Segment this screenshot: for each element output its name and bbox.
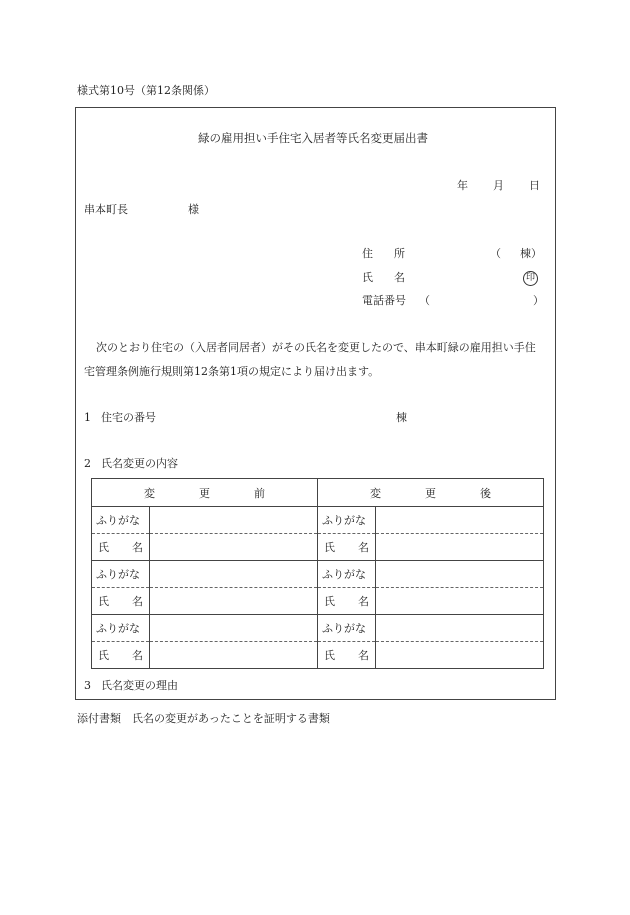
- table-row: [92, 507, 544, 534]
- furigana-label-after: ふりがな: [318, 561, 376, 588]
- name-label-char: 氏: [324, 541, 335, 554]
- furigana-label-after: ふりがな: [318, 615, 376, 642]
- section-1-number: 1: [84, 411, 91, 424]
- name-label-before: [92, 588, 150, 615]
- address-paren-open: （: [490, 247, 501, 260]
- seal-mark: [523, 271, 538, 286]
- name-label-before: [92, 534, 150, 561]
- attachment-note: 添付書類 氏名の変更があったことを証明する書類: [77, 712, 330, 725]
- address-label: 住 所: [362, 247, 410, 260]
- name-before-field[interactable]: [150, 642, 318, 669]
- header-after: [318, 479, 544, 507]
- table-row: [92, 561, 544, 588]
- name-label-after: [318, 534, 376, 561]
- furigana-after-field[interactable]: [376, 615, 544, 642]
- section-3-number: 3: [84, 679, 91, 692]
- body-text-line-2: 宅管理条例施行規則第12条第1項の規定により届け出ます。: [84, 365, 380, 378]
- body-text-line-1: 次のとおり住宅の（入居者同居者）がその氏名を変更したので、串本町緑の雇用担い手住: [96, 341, 536, 354]
- section-2-label: 氏名変更の内容: [101, 457, 178, 470]
- furigana-before-field[interactable]: [150, 615, 318, 642]
- furigana-before-field[interactable]: [150, 561, 318, 588]
- section-3-label: 氏名変更の理由: [101, 679, 178, 692]
- furigana-label-before: ふりがな: [92, 507, 150, 534]
- section-1-unit: 棟: [396, 411, 407, 424]
- addressee-honorific: 様: [188, 203, 199, 216]
- phone-label: 電話番号: [362, 294, 406, 307]
- table-row: [92, 588, 544, 615]
- name-after-field[interactable]: [376, 534, 544, 561]
- name-label-char: 名: [132, 541, 143, 554]
- name-label-char: 氏: [324, 649, 335, 662]
- name-label-char: 氏: [324, 595, 335, 608]
- section-2-number: 2: [84, 457, 91, 470]
- name-label-char: 氏: [98, 541, 109, 554]
- name-label-char: 氏: [98, 595, 109, 608]
- name-label-char: 氏: [98, 649, 109, 662]
- name-label: 氏 名: [362, 271, 410, 284]
- form-number: 様式第10号（第12条関係）: [77, 84, 215, 97]
- name-label-after: [318, 642, 376, 669]
- header-before-char: 前: [254, 486, 265, 500]
- date-month: 月: [493, 179, 504, 192]
- furigana-after-field[interactable]: [376, 561, 544, 588]
- section-1-label: 住宅の番号: [101, 411, 156, 424]
- address-building-suffix: 棟）: [520, 247, 542, 260]
- addressee-name: 串本町長: [84, 203, 128, 216]
- form-title: 緑の雇用担い手住宅入居者等氏名変更届出書: [198, 131, 428, 145]
- name-label-char: 名: [358, 595, 369, 608]
- date-year: 年: [457, 179, 468, 192]
- header-before-char: 変: [144, 486, 155, 500]
- table-row: [92, 642, 544, 669]
- name-label-char: 名: [358, 541, 369, 554]
- seal-char: 印: [525, 273, 535, 283]
- furigana-label-before: ふりがな: [92, 561, 150, 588]
- phone-paren-close: ）: [533, 294, 544, 307]
- header-before-char: 更: [199, 486, 210, 500]
- furigana-label-before: ふりがな: [92, 615, 150, 642]
- furigana-after-field[interactable]: [376, 507, 544, 534]
- name-label-char: 名: [358, 649, 369, 662]
- name-change-table: [91, 478, 544, 669]
- phone-paren-open: （: [419, 294, 430, 307]
- header-after-char: 変: [370, 486, 381, 500]
- name-before-field[interactable]: [150, 588, 318, 615]
- name-after-field[interactable]: [376, 588, 544, 615]
- table-row: [92, 615, 544, 642]
- name-label-char: 名: [132, 595, 143, 608]
- name-label-char: 名: [132, 649, 143, 662]
- table-row: [92, 534, 544, 561]
- header-before: [92, 479, 318, 507]
- name-after-field[interactable]: [376, 642, 544, 669]
- name-label-before: [92, 642, 150, 669]
- table-header-row: [92, 479, 544, 507]
- furigana-before-field[interactable]: [150, 507, 318, 534]
- header-after-char: 後: [480, 486, 491, 500]
- date-day: 日: [529, 179, 540, 192]
- name-label-after: [318, 588, 376, 615]
- furigana-label-after: ふりがな: [318, 507, 376, 534]
- header-after-char: 更: [425, 486, 436, 500]
- name-before-field[interactable]: [150, 534, 318, 561]
